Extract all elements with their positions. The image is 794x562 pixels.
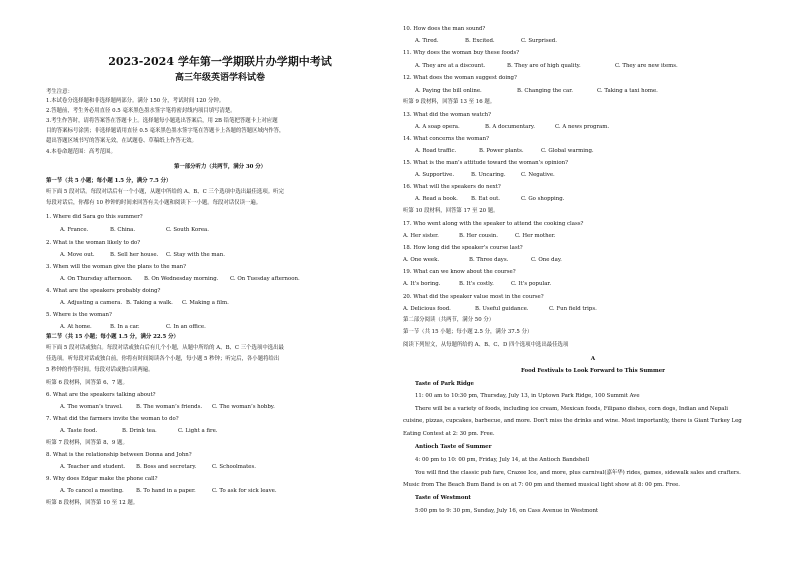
options-5	[46, 324, 206, 331]
option-c[interactable]: C. Negative.	[521, 172, 555, 178]
option-b[interactable]: B. On Wednesday morning.	[144, 276, 219, 282]
option-c[interactable]: C. In an office.	[166, 324, 206, 330]
option-a[interactable]: A. To cancel a meeting.	[60, 488, 124, 494]
options-8	[46, 464, 256, 471]
option-b[interactable]: B. To hand in a paper.	[136, 488, 196, 494]
question-8: 8. What is the relationship between Donna and John?	[46, 452, 192, 458]
notice-line: 目的答案标号涂黑；非选择题请用直径 0.5 毫米黑色墨水签字笔在答题卡上各题的答题区域内作答，	[46, 128, 285, 134]
option-c[interactable]: C. Her mother.	[515, 233, 556, 239]
question-18: 18. How long did the speaker’s course last?	[403, 245, 523, 251]
options-9	[46, 488, 277, 495]
option-b[interactable]: B. Her cousin.	[459, 233, 498, 239]
notice-line: 2.答题前，考生务必用直径 0.5 毫米黑色墨水签字笔将密封线内项目填写清楚。	[46, 108, 236, 114]
question-4: 4. What are the speakers probably doing?	[46, 288, 161, 294]
option-a[interactable]: A. Move out.	[60, 252, 95, 258]
question-10: 10. How does the man sound?	[403, 26, 486, 32]
options-17	[403, 233, 555, 240]
option-b[interactable]: B. It’s costly.	[459, 281, 494, 287]
options-6	[46, 404, 275, 411]
festival-3-title: Taste of Westmont	[415, 495, 471, 501]
option-b[interactable]: B. China.	[110, 227, 136, 233]
option-c[interactable]: C. Go shopping.	[521, 196, 565, 202]
option-b[interactable]: B. A documentary.	[485, 124, 535, 130]
options-10	[403, 38, 557, 45]
options-1	[46, 227, 209, 234]
section1-desc: 听下面 5 段对话。每段对话后有一个小题，从题中所给的 A、B、C 三个选项中选出最佳选项。听完	[46, 189, 284, 195]
festival-2-body: Music from The Beach Bum Band is on at 7: 00 pm and themed musical light show at 8: 00 pm. Free.	[403, 482, 680, 488]
festival-1-title: Taste of Park Ridge	[415, 381, 474, 387]
question-19: 19. What can we know about the course?	[403, 269, 516, 275]
option-a[interactable]: A. Paying the bill online.	[415, 88, 482, 94]
options-11	[403, 63, 678, 70]
question-20: 20. What did the speaker value most in the course?	[403, 294, 544, 300]
options-7	[46, 428, 217, 435]
option-c[interactable]: C. One day.	[531, 257, 562, 263]
option-b[interactable]: B. In a car.	[110, 324, 140, 330]
option-b[interactable]: B. Sell her house.	[110, 252, 159, 258]
section2-heading: 第二节（共 15 小题；每小题 1.5 分，满分 22.5 分）	[46, 334, 179, 340]
option-c[interactable]: C. They are new items.	[615, 63, 678, 69]
material-7: 听第 7 段材料，回答第 8、9 题。	[46, 440, 128, 446]
material-6: 听第 6 段材料，回答第 6、7 题。	[46, 380, 128, 386]
exam-subtitle: 高三年级英语学科试卷	[174, 73, 265, 83]
option-b[interactable]: B. Power plants.	[479, 148, 524, 154]
option-a[interactable]: A. Tired.	[415, 38, 439, 44]
option-b[interactable]: B. Eat out.	[471, 196, 501, 202]
options-13	[403, 124, 609, 131]
part1-heading: 第一部分听力（共两节，满分 30 分）	[173, 164, 267, 170]
notice-heading: 考生注意：	[46, 89, 73, 95]
options-3	[46, 276, 300, 283]
option-b[interactable]: B. Excited.	[465, 38, 495, 44]
notice-line: 3.考生作答时，请将答案答在答题卡上。选择题每小题选出答案后，用 2B 铅笔把答题卡上对应题	[46, 118, 278, 124]
part2-heading: 第二部分阅读（共两节，满分 50 分）	[403, 317, 495, 323]
passage-title: Food Festivals to Look Forward to This Summer	[521, 368, 665, 374]
option-a[interactable]: A. Delicious food.	[403, 306, 451, 312]
options-15	[403, 172, 555, 179]
reading-desc: 阅读下列短文，从每题所给的 A、B、C、D 四个选项中选出最佳选项	[403, 342, 569, 348]
option-c[interactable]: C. Surprised.	[521, 38, 557, 44]
notice-line: 超出答题区域书写的答案无效，在试题卷、草稿纸上作答无效。	[46, 138, 197, 144]
option-a[interactable]: A. Road traffic.	[415, 148, 457, 154]
passage-letter: A	[590, 356, 596, 362]
question-5: 5. Where is the woman?	[46, 312, 112, 318]
question-17: 17. Who went along with the speaker to attend the cooking class?	[403, 221, 584, 227]
festival-3-time: 5:00 pm to 9: 30 pm, Sunday, July 16, on Cass Avenue in Westmont	[415, 508, 599, 514]
festival-1-body: There will be a variety of foods, including ice cream, Mexican foods, Filipano dishes, corn dogs, Indian and Nepali	[415, 406, 728, 412]
option-c[interactable]: C. The woman’s hobby.	[212, 404, 275, 410]
festival-1-body: cuisine, pizzas, cupcakes, barbecue, and more. Don't miss the drinks and wine. Most importantly, there is Giant Turkey Leg	[403, 418, 742, 424]
options-16	[403, 196, 564, 203]
section2-desc: 佳选项。听每段对话或独白前，你将有时间阅读各个小题，每小题 5 秒钟；听完后，各小题将给出	[46, 356, 280, 362]
option-a[interactable]: A. Taste food.	[60, 428, 98, 434]
question-14: 14. What concerns the woman?	[403, 136, 489, 142]
question-16: 16. What will the speakers do next?	[403, 184, 501, 190]
option-c[interactable]: C. Taking a taxi home.	[597, 88, 658, 94]
options-19	[403, 281, 551, 288]
option-b[interactable]: B. Uncaring.	[471, 172, 506, 178]
option-c[interactable]: C. To ask for sick leave.	[212, 488, 277, 494]
option-c[interactable]: C. A news program.	[555, 124, 610, 130]
option-b[interactable]: B. Drink tea.	[122, 428, 157, 434]
section2-desc: 5 秒钟的作答时间。每段对话或独白读两遍。	[46, 367, 154, 373]
option-a[interactable]: A. France.	[60, 227, 89, 233]
options-18	[403, 257, 562, 264]
option-a[interactable]: A. Read a book.	[415, 196, 458, 202]
question-6: 6. What are the speakers talking about?	[46, 392, 156, 398]
festival-1-time: 11: 00 am to 10:30 pm, Thursday, July 13, in Uptown Park Ridge, 100 Summit Ave	[415, 393, 640, 399]
option-a[interactable]: A. Her sister.	[403, 233, 439, 239]
option-a[interactable]: A. A soap opera.	[415, 124, 460, 130]
question-11: 11. Why does the woman buy these foods?	[403, 50, 520, 56]
option-b[interactable]: B. Boss and secretary.	[136, 464, 197, 470]
option-a[interactable]: A. At home.	[60, 324, 92, 330]
option-a[interactable]: A. Adjusting a camera.	[60, 300, 123, 306]
section1-desc: 每段对话后，你都有 10 秒钟的时间来回答有关小题和阅读下一小题。每段对话仅读一遍。	[46, 200, 262, 206]
option-a[interactable]: A. The woman’s travel.	[60, 404, 123, 410]
festival-1-body: Eating Contest at 2: 30 pm. Free.	[403, 431, 495, 437]
option-c[interactable]: C. Fun field trips.	[549, 306, 597, 312]
option-c[interactable]: C. Stay with the man.	[166, 252, 225, 258]
option-b[interactable]: B. Three days.	[469, 257, 509, 263]
option-b[interactable]: B. Taking a walk.	[126, 300, 173, 306]
exam-title: 2023-2024 学年第一学期联片办学期中考试	[108, 55, 332, 68]
material-8: 听第 8 段材料，回答第 10 至 12 题。	[46, 500, 139, 506]
option-c[interactable]: C. South Korea.	[166, 227, 209, 233]
option-a[interactable]: A. It’s boring.	[403, 281, 441, 287]
material-9: 听第 9 段材料，回答第 13 至 16 题。	[403, 99, 496, 105]
question-7: 7. What did the farmers invite the woman to do?	[46, 416, 179, 422]
option-a[interactable]: A. Teacher and student.	[60, 464, 126, 470]
question-2: 2. What is the woman likely to do?	[46, 240, 141, 246]
question-1: 1. Where did Sara go this summer?	[46, 214, 143, 220]
option-c[interactable]: C. Global warming.	[541, 148, 594, 154]
section2-desc: 听下面 5 段对话或独白。每段对话或独白后有几个小题，从题中所给的 A、B、C 三个选项中选出最	[46, 345, 284, 351]
option-c[interactable]: C. Making a film.	[182, 300, 229, 306]
question-12: 12. What does the woman suggest doing?	[403, 75, 517, 81]
options-2	[46, 252, 225, 259]
option-b[interactable]: B. The woman’s friends.	[136, 404, 203, 410]
festival-2-title: Antioch Taste of Summer	[415, 444, 492, 450]
question-3: 3. When will the woman give the plans to the man?	[46, 264, 187, 270]
section1-heading: 第一节（共 5 小题；每小题 1.5 分，满分 7.5 分）	[46, 178, 172, 184]
notice-line: 4.本卷命题范围：高考范围。	[46, 149, 116, 155]
reading-section1-heading: 第一节（共 15 小题；每小题 2.5 分，满分 37.5 分）	[403, 329, 533, 335]
question-13: 13. What did the woman watch?	[403, 112, 492, 118]
option-b[interactable]: B. Changing the car.	[517, 88, 573, 94]
question-15: 15. What is the man’s attitude toward the woman’s opinion?	[403, 160, 568, 166]
options-20	[403, 306, 597, 313]
notice-line: 1.本试卷分选择题和非选择题两部分。满分 150 分，考试时间 120 分钟。	[46, 98, 225, 104]
option-c[interactable]: C. On Tuesday afternoon.	[230, 276, 300, 282]
option-a[interactable]: A. One week.	[403, 257, 440, 263]
question-9: 9. Why does Edgar make the phone call?	[46, 476, 158, 482]
material-10: 听第 10 段材料，回答第 17 至 20 题。	[403, 208, 499, 214]
option-c[interactable]: C. Light a fire.	[178, 428, 218, 434]
festival-2-time: 4: 00 pm to 10: 00 pm, Friday, July 14, at the Antioch Bandshell	[415, 457, 590, 463]
option-b[interactable]: B. Useful guidance.	[475, 306, 529, 312]
option-a[interactable]: A. On Thursday afternoon.	[60, 276, 133, 282]
options-14	[403, 148, 594, 155]
option-c[interactable]: C. Schoolmates.	[212, 464, 256, 470]
option-c[interactable]: C. It’s popular.	[511, 281, 552, 287]
option-a[interactable]: A. Supportive.	[415, 172, 455, 178]
option-a[interactable]: A. They are at a discount.	[415, 63, 486, 69]
festival-2-body: You will find the classic pub fare, Crazee Ice, and more, plus carnival(嘉年华) rides, games, sidewalk sales and crafters.	[415, 470, 741, 476]
options-12	[403, 88, 658, 95]
options-4	[46, 300, 229, 307]
option-b[interactable]: B. They are of high quality.	[507, 63, 581, 69]
